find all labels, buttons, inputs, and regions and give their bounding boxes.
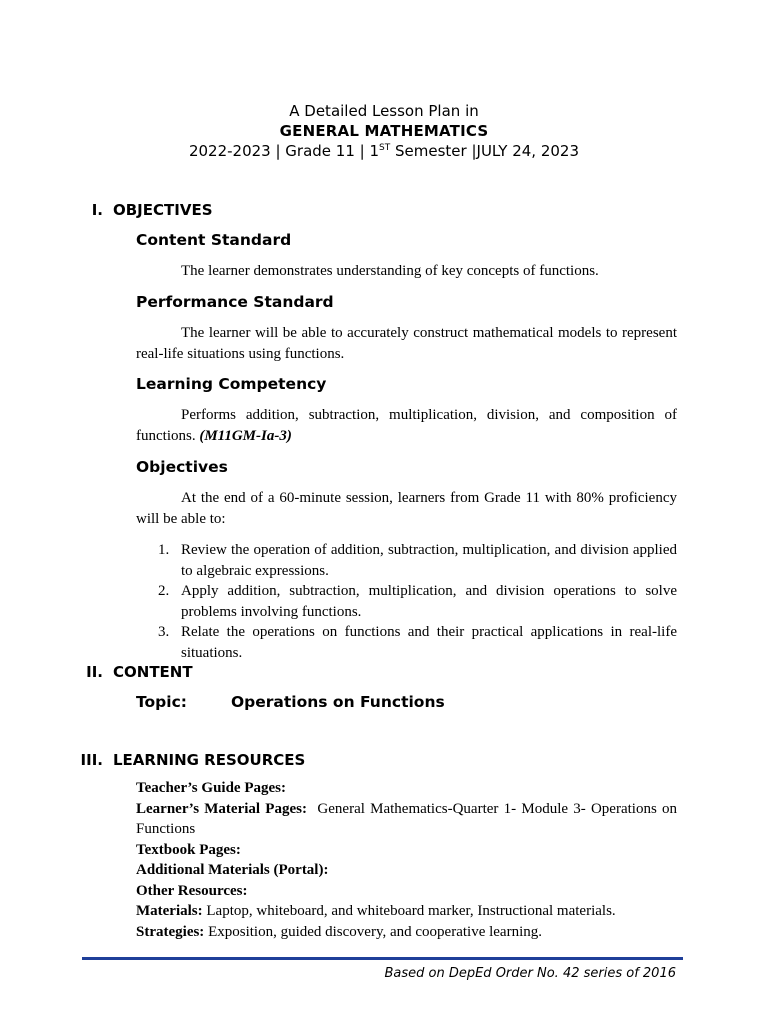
footer-divider (82, 957, 683, 960)
competency-code: (M11GM-Ia-3) (199, 427, 292, 444)
document-header (0, 101, 768, 161)
content-standard-body: The learner demonstrates understanding of key concepts of functions. (181, 263, 599, 279)
objectives-list (136, 540, 677, 663)
list-number: 1. (158, 542, 170, 558)
performance-standard-text (136, 323, 677, 364)
list-item-text: Review the operation of addition, subtraction, multiplication, and division applied to algebraic expressions. (181, 542, 677, 579)
performance-standard-heading: Performance Standard (136, 293, 334, 311)
content-standard-heading: Content Standard (136, 231, 292, 249)
resource-learners-material (136, 799, 677, 840)
semester-date: Semester |JULY 24, 2023 (390, 142, 580, 160)
resource-label: Materials: (136, 903, 203, 919)
section-title: CONTENT (113, 663, 193, 681)
objectives-heading: Objectives (136, 458, 228, 476)
resource-label: Learner’s Material Pages: (136, 800, 307, 817)
resource-additional (136, 860, 677, 881)
list-item (136, 622, 677, 663)
semester-ordinal: ST (379, 143, 391, 153)
section-title: OBJECTIVES (113, 201, 213, 219)
school-year-grade: 2022-2023 | Grade 11 | 1 (188, 142, 380, 160)
footer-note: Based on DepEd Order No. 42 series of 2016 (384, 966, 676, 981)
resource-teachers-guide (136, 778, 677, 799)
objectives-intro-body: At the end of a 60-minute session, learners from Grade 11 with 80% proficiency will be able to: (136, 490, 677, 527)
list-item (136, 540, 677, 581)
resources-list (136, 778, 677, 942)
resource-label: Textbook Pages: (136, 841, 241, 858)
learning-competency-heading: Learning Competency (136, 375, 327, 393)
resource-materials (136, 901, 677, 922)
subject-title: GENERAL MATHEMATICS (279, 122, 489, 140)
resource-value: General Mathematics-Quarter 1- Module 3- Operations on Functions (136, 800, 678, 837)
section-title: LEARNING RESOURCES (113, 751, 306, 769)
topic-value: Operations on Functions (231, 693, 445, 711)
resource-label: Other Resources: (136, 882, 248, 899)
topic-label: Topic: (136, 693, 187, 711)
resource-value: Exposition, guided discovery, and cooperative learning. (204, 923, 542, 940)
school-year-line (0, 141, 768, 161)
resource-textbook (136, 840, 677, 861)
resource-label: Additional Materials (Portal): (136, 862, 329, 878)
list-number: 3. (158, 624, 170, 640)
resource-strategies (136, 922, 677, 943)
resource-value: Laptop, whiteboard, and whiteboard marker, Instructional materials. (202, 903, 616, 919)
resource-label: Teacher’s Guide Pages: (136, 780, 286, 796)
header-title-line: A Detailed Lesson Plan in (289, 102, 479, 120)
learning-competency-text (136, 405, 677, 446)
performance-standard-body: The learner will be able to accurately construct mathematical models to represent real-life situations using functions. (136, 325, 677, 362)
learning-competency-body: Performs addition, subtraction, multiplication, division, and composition of functions. (136, 407, 677, 444)
list-item (136, 581, 677, 622)
objectives-intro (136, 488, 677, 529)
content-standard-text (136, 261, 677, 282)
list-item-text: Relate the operations on functions and their practical applications in real-life situations. (181, 624, 677, 661)
resource-label: Strategies: (136, 923, 205, 940)
section-number: II. (86, 663, 103, 681)
section-number: III. (80, 751, 103, 769)
section-number: I. (91, 201, 103, 219)
resource-other (136, 881, 677, 902)
list-number: 2. (158, 583, 170, 599)
list-item-text: Apply addition, subtraction, multiplication, and division operations to solve problems involving functions. (181, 583, 677, 620)
topic-line (136, 692, 445, 712)
